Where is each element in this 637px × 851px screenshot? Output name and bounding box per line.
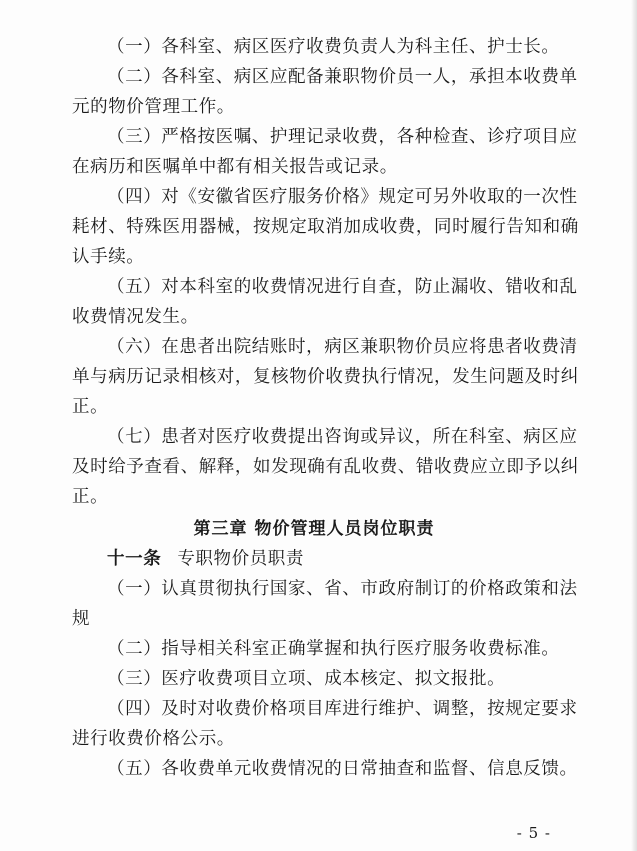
paragraph-line: 及时给予查看、解释，如发现确有乱收费、错收费应立即予以纠 <box>72 457 579 477</box>
paragraph-line: （五）对本科室的收费情况进行自查，防止漏收、错收和乱 <box>107 277 578 297</box>
page-edge-shadow <box>631 0 637 851</box>
paragraph <box>72 664 556 694</box>
paragraph-line: 规 <box>72 609 91 629</box>
paragraph-line: （四）对《安徽省医疗服务价格》规定可另外收取的一次性 <box>107 187 578 207</box>
paragraph-line: （六）在患者出院结账时，病区兼职物价员应将患者收费清 <box>107 337 578 357</box>
section-a-paragraphs <box>72 32 579 512</box>
paragraph-line: （七）患者对医疗收费提出咨询或异议，所在科室、病区应 <box>107 427 578 447</box>
chapter-title: 第三章 物价管理人员岗位职责 <box>193 519 435 539</box>
paragraph <box>72 272 578 332</box>
paragraph <box>72 122 578 182</box>
paragraph-line: （二）指导相关科室正确掌握和执行医疗服务收费标准。 <box>107 639 560 659</box>
paragraph-line: （二）各科室、病区应配备兼职物价员一人，承担本收费单 <box>107 67 578 87</box>
paragraph-line: 耗材、特殊医用器械，按规定取消加成收费，同时履行告知和确 <box>72 217 579 237</box>
section-b-paragraphs <box>72 574 578 784</box>
paragraph-line: 正。 <box>72 487 109 507</box>
paragraph-line: （三）严格按医嘱、护理记录收费，各种检查、诊疗项目应 <box>107 127 578 147</box>
paragraph-line: 进行收费价格公示。 <box>72 729 235 749</box>
document-body <box>72 32 579 784</box>
paragraph-line: 单与病历记录相核对，复核物价收费执行情况，发生问题及时纠 <box>72 367 579 387</box>
article-title: 专职物价员职责 <box>177 549 305 569</box>
paragraph-line: （四）及时对收费价格项目库进行维护、调整，按规定要求 <box>107 699 578 719</box>
paragraph-line: （五）各收费单元收费情况的日常抽查和监督、信息反馈。 <box>107 759 578 779</box>
paragraph <box>72 634 560 664</box>
paragraph <box>72 62 578 122</box>
paragraph-line: （一）认真贯彻执行国家、省、市政府制订的价格政策和法 <box>107 579 578 599</box>
page-number: - 5 - <box>516 824 551 842</box>
paragraph-line: 在病历和医嘱单中都有相关报告或记录。 <box>72 157 398 177</box>
paragraph <box>72 694 578 754</box>
paragraph <box>72 422 579 512</box>
paragraph-line: 收费情况发生。 <box>72 307 199 327</box>
paragraph <box>72 332 579 422</box>
article-heading <box>72 544 556 574</box>
paragraph <box>72 574 578 634</box>
paragraph <box>72 182 579 272</box>
paragraph-line: 认手续。 <box>72 247 145 267</box>
paragraph <box>72 32 560 62</box>
paragraph-line: （一）各科室、病区医疗收费负责人为科主任、护士长。 <box>107 37 560 57</box>
paragraph-line: （三）医疗收费项目立项、成本核定、拟文报批。 <box>107 669 506 689</box>
article-number: 十一条 <box>107 549 162 569</box>
paragraph-line: 元的物价管理工作。 <box>72 97 235 117</box>
paragraph <box>72 754 578 784</box>
paragraph-line: 正。 <box>72 397 109 417</box>
